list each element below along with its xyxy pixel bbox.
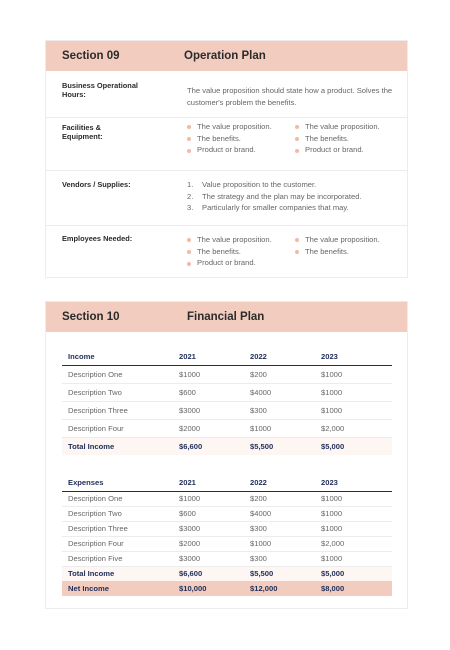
- table-header: Income: [62, 348, 179, 365]
- table-cell: $1000: [321, 365, 392, 383]
- table-cell: $3000: [179, 521, 250, 536]
- list-item: 3. Particularly for smaller companies that may.: [187, 203, 349, 213]
- table-header: 2021: [179, 474, 250, 491]
- table-cell: $2000: [179, 536, 250, 551]
- table-cell: $3000: [179, 401, 250, 419]
- section-10-header: [46, 302, 407, 332]
- list-item: The benefits.: [295, 246, 380, 258]
- net-income-row: [62, 581, 392, 596]
- table-cell: $600: [179, 506, 250, 521]
- section-10-card: [45, 301, 408, 609]
- numbered-list: [187, 179, 362, 214]
- table-cell: $300: [250, 401, 321, 419]
- table-cell: $4000: [250, 506, 321, 521]
- list-item: 1. Value proposition to the customer.: [187, 180, 317, 189]
- section-title: Financial Plan: [187, 311, 265, 323]
- table-cell: $1000: [179, 365, 250, 383]
- section-09-card: [45, 40, 408, 278]
- table-cell: $2000: [179, 419, 250, 437]
- bullet-list: [295, 121, 380, 156]
- table-cell: $1000: [321, 383, 392, 401]
- table-cell: Description Three: [62, 521, 179, 536]
- row-label: Employees Needed:: [62, 234, 133, 243]
- row-label: Business Operational Hours:: [62, 81, 138, 99]
- table-row: [62, 536, 392, 551]
- table-cell: $10,000: [179, 581, 250, 596]
- list-item: The value proposition.: [295, 121, 380, 133]
- row-vendors: [46, 170, 407, 225]
- list-item: The benefits.: [187, 246, 272, 258]
- list-item: The value proposition.: [295, 234, 380, 246]
- table-cell: $1000: [321, 506, 392, 521]
- list-item: The value proposition.: [187, 234, 272, 246]
- table-header-row: [62, 348, 392, 365]
- bullet-list: [295, 234, 380, 257]
- total-row: [62, 437, 392, 455]
- table-cell: $1000: [321, 401, 392, 419]
- table-cell: Description One: [62, 491, 179, 506]
- table-cell: $1000: [179, 491, 250, 506]
- list-item: 2. The strategy and the plan may be incorporated.: [187, 191, 362, 201]
- list-item: The value proposition.: [187, 121, 272, 133]
- total-row: [62, 566, 392, 581]
- table-row: [62, 419, 392, 437]
- table-row: [62, 551, 392, 566]
- row-text: The value proposition should state how a product. Solves the customer's problem the benefits.: [187, 86, 393, 107]
- table-cell: Description Four: [62, 536, 179, 551]
- list-item: Product or brand.: [295, 144, 380, 156]
- table-header: 2022: [250, 348, 321, 365]
- table-cell: $12,000: [250, 581, 321, 596]
- table-cell: $1000: [250, 536, 321, 551]
- table-cell: $300: [250, 521, 321, 536]
- table-cell: $1000: [321, 491, 392, 506]
- table-cell: Description Three: [62, 401, 179, 419]
- list-item: The benefits.: [187, 133, 272, 145]
- section-number: Section 09: [62, 50, 120, 62]
- table-row: [62, 506, 392, 521]
- section-09-header: [46, 41, 407, 71]
- row-label: Vendors / Supplies:: [62, 180, 131, 189]
- expenses-table: [62, 474, 392, 596]
- table-row: [62, 365, 392, 383]
- table-cell: $5,500: [250, 437, 321, 455]
- table-cell: Total Income: [62, 566, 179, 581]
- table-header: 2023: [321, 474, 392, 491]
- table-row: [62, 491, 392, 506]
- table-row: [62, 383, 392, 401]
- bullet-list: [187, 234, 272, 269]
- list-item: Product or brand.: [187, 257, 272, 269]
- income-table: [62, 348, 392, 455]
- table-cell: Description Two: [62, 506, 179, 521]
- table-header: 2022: [250, 474, 321, 491]
- table-header: Expenses: [62, 474, 179, 491]
- table-cell: Description Four: [62, 419, 179, 437]
- row-label: Facilities & Equipment:: [62, 123, 103, 141]
- table-header: 2021: [179, 348, 250, 365]
- table-row: [62, 401, 392, 419]
- section-title: Operation Plan: [184, 50, 266, 62]
- list-item: Product or brand.: [187, 144, 272, 156]
- table-cell: Description Five: [62, 551, 179, 566]
- section-number: Section 10: [62, 311, 120, 323]
- table-cell: $2,000: [321, 536, 392, 551]
- table-row: [62, 521, 392, 536]
- table-cell: $8,000: [321, 581, 392, 596]
- bullet-list: [187, 121, 272, 156]
- table-header: 2023: [321, 348, 392, 365]
- list-item: The benefits.: [295, 133, 380, 145]
- table-cell: $600: [179, 383, 250, 401]
- table-cell: $6,600: [179, 566, 250, 581]
- table-cell: Net Income: [62, 581, 179, 596]
- table-cell: $1000: [321, 551, 392, 566]
- table-cell: $200: [250, 365, 321, 383]
- row-facilities: [46, 117, 407, 170]
- table-cell: $5,500: [250, 566, 321, 581]
- table-cell: $3000: [179, 551, 250, 566]
- table-cell: $2,000: [321, 419, 392, 437]
- table-cell: $200: [250, 491, 321, 506]
- table-cell: $1000: [250, 419, 321, 437]
- table-header-row: [62, 474, 392, 491]
- row-employees: [46, 225, 407, 278]
- table-cell: $6,600: [179, 437, 250, 455]
- table-cell: $5,000: [321, 437, 392, 455]
- row-operational-hours: [46, 71, 407, 117]
- table-cell: Description One: [62, 365, 179, 383]
- table-cell: Total Income: [62, 437, 179, 455]
- table-cell: $4000: [250, 383, 321, 401]
- table-cell: $1000: [321, 521, 392, 536]
- table-cell: Description Two: [62, 383, 179, 401]
- table-cell: $300: [250, 551, 321, 566]
- table-cell: $5,000: [321, 566, 392, 581]
